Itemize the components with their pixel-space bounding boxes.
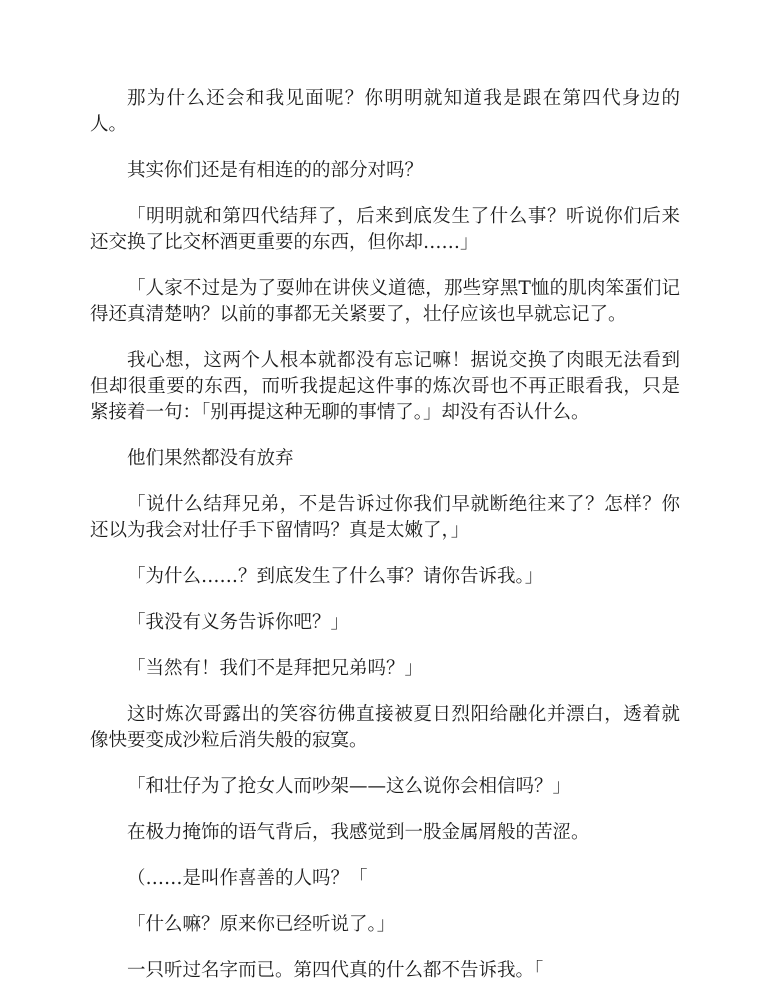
paragraph: 「说什么结拜兄弟，不是告诉过你我们早就断绝往来了？怎样？你还以为我会对壮仔手下留情吗？真是太嫩了，」 <box>90 494 680 541</box>
paragraph: 在极力掩饰的语气背后，我感觉到一股金属屑般的苦涩。 <box>127 822 590 843</box>
paragraph: 「为什么……？到底发生了什么事？请你告诉我。」 <box>127 566 544 587</box>
paragraph: 「当然有！我们不是拜把兄弟吗？」 <box>127 658 424 679</box>
paragraph: 其实你们还是有相连的的部分对吗？ <box>127 160 424 181</box>
document-body <box>90 86 680 1004</box>
paragraph: 那为什么还会和我见面呢？你明明就知道我是跟在第四代身边的人。 <box>90 88 680 135</box>
paragraph: 这时炼次哥露出的笑容彷佛直接被夏日烈阳给融化并漂白，透着就像快要变成沙粒后消失般的寂寞。 <box>90 704 680 751</box>
paragraph: 一只听过名字而已。第四代真的什么都不告诉我。「 <box>127 960 544 981</box>
paragraph: 「明明就和第四代结拜了，后来到底发生了什么事？听说你们后来还交换了比交杯酒更重要的东西，但你却……」 <box>90 206 680 253</box>
paragraph: （……是叫作喜善的人吗？「 <box>127 868 368 889</box>
paragraph: 我心想，这两个人根本就都没有忘记嘛！据说交换了肉眼无法看到但却很重要的东西，而听我提起这件事的炼次哥也不再正眼看我，只是紧接着一句：「别再提这种无聊的事情了。」却没有否认什么。 <box>90 350 680 423</box>
paragraph: 他们果然都没有放弃 <box>127 448 294 469</box>
paragraph: 「我没有义务告诉你吧？」 <box>127 612 350 633</box>
paragraph: 「和壮仔为了抢女人而吵架——这么说你会相信吗？」 <box>127 776 572 797</box>
paragraph: 「人家不过是为了耍帅在讲侠义道德，那些穿黑T恤的肌肉笨蛋们记得还真清楚呐？以前的事都无关紧要了，壮仔应该也早就忘记了。 <box>90 278 680 325</box>
paragraph: 「什么嘛？原来你已经听说了。」 <box>127 914 396 935</box>
